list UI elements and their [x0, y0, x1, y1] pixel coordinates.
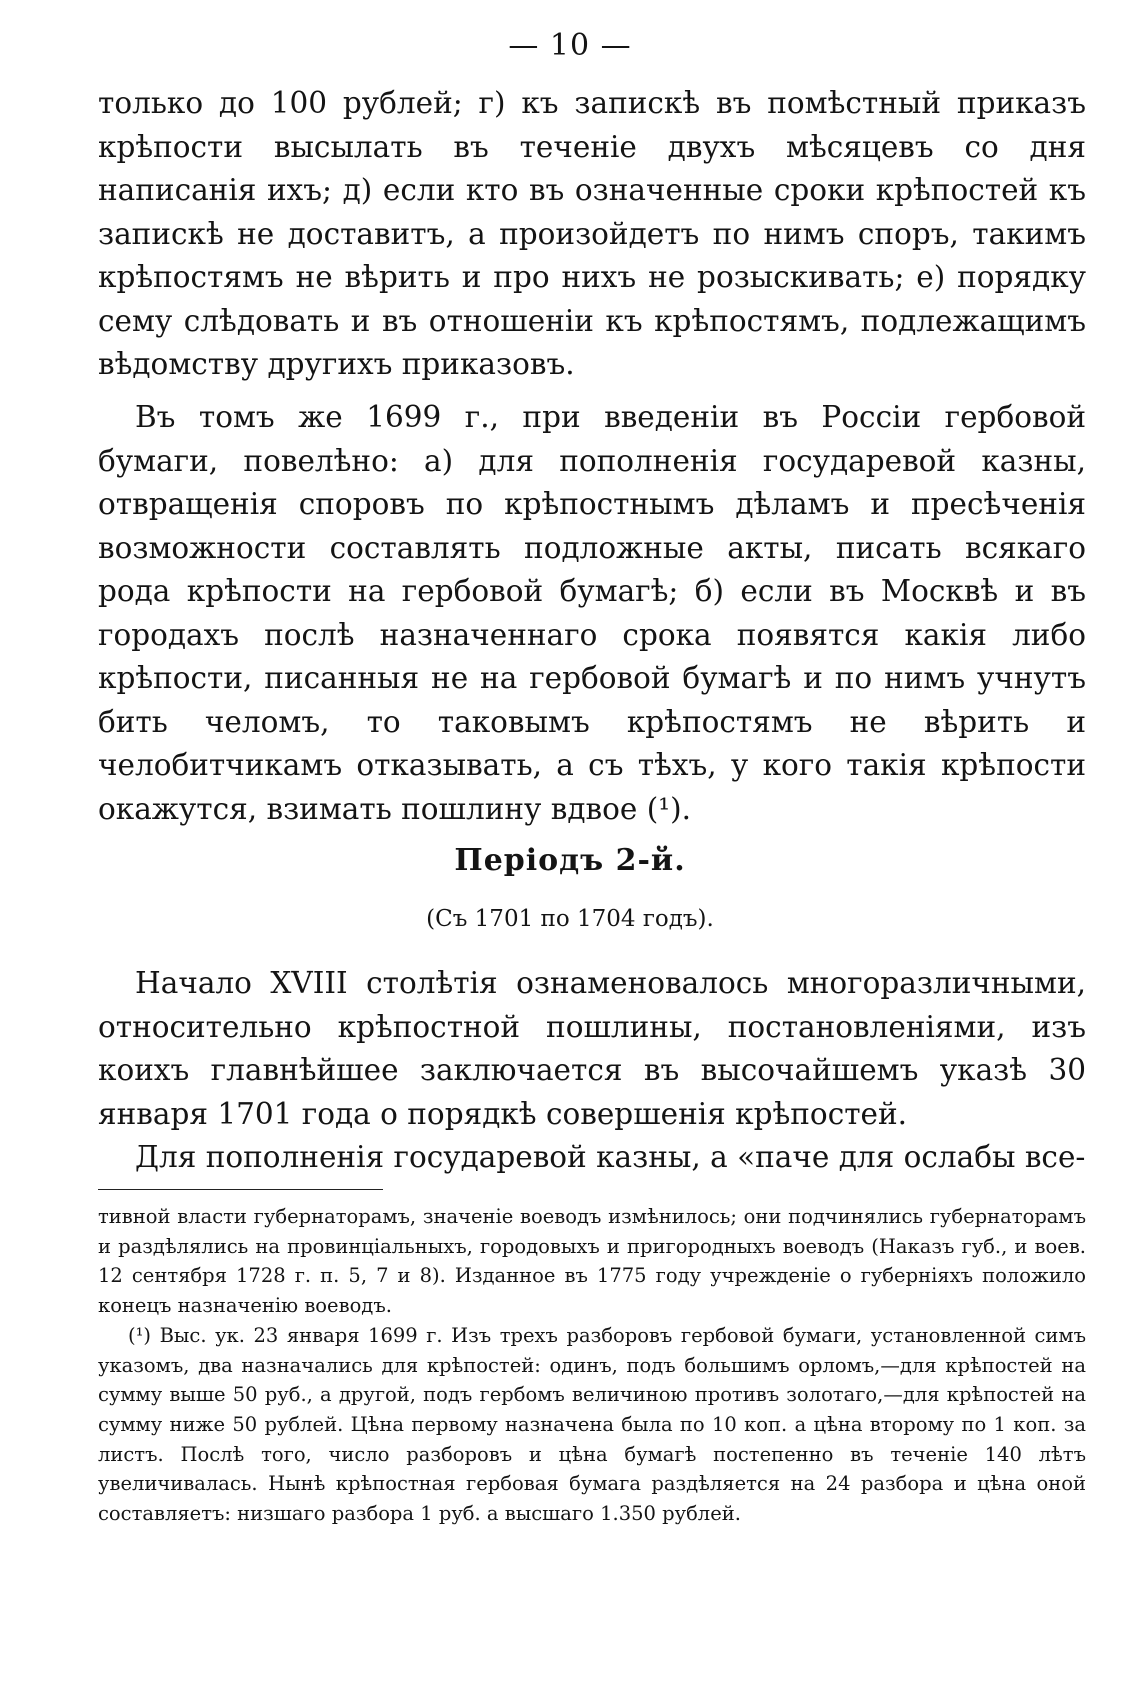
section-subheading: (Съ 1701 по 1704 годъ).: [426, 906, 714, 932]
text-block-section: [98, 962, 1086, 1180]
text-block-middle: [98, 396, 1086, 831]
paragraph-2: Въ томъ же 1699 г., при введеніи въ Россіи гербовой бумаги, повелѣно: а) для пополненія государевой казны, отвращенія споровъ по крѣпостнымъ дѣламъ и пресѣченія возможности составлять подложные акты, писать всякаго рода крѣпости на гербовой бумагѣ; б) если въ Москвѣ и въ городахъ послѣ назначеннаго срока появятся какія либо крѣпости, писанныя не на гербовой бумагѣ и по нимъ учнутъ бить челомъ, то таковымъ крѣпостямъ не вѣрить и челобитчикамъ отказывать, а съ тѣхъ, у кого такія крѣпости окажутся, взимать пошлину вдвое (¹).: [98, 400, 1086, 826]
text-block-top: [98, 82, 1086, 387]
footnote-1: (¹) Выс. ук. 23 января 1699 г. Изъ трехъ разборовъ гербовой бумаги, установленной симъ указомъ, два назначались для крѣпостей: одинъ, подъ большимъ орломъ,—для крѣпостей на сумму выше 50 руб., а другой, подъ гербомъ величиною противъ золотаго,—для крѣпостей на сумму ниже 50 рублей. Цѣна первому назначена была по 10 коп. а цѣна второму по 1 коп. за листъ. Послѣ того, число разборовъ и цѣна бумагѣ постепенно въ теченіе 140 лѣтъ увеличивалась. Нынѣ крѣпостная гербовая бумага раздѣляется на 24 разбора и цѣна оной составляетъ: низшаго разбора 1 руб. а высшаго 1.350 рублей.: [98, 1323, 1086, 1526]
page-number: — 10 —: [508, 28, 632, 63]
paragraph-1: только до 100 рублей; г) къ запискѣ въ помѣстный приказъ крѣпости высылать въ теченіе двухъ мѣсяцевъ со дня написанія ихъ; д) если кто въ означенные сроки крѣпостей къ запискѣ не доставитъ, а произойдетъ по нимъ споръ, такимъ крѣпостямъ не вѣрить и про нихъ не розыскивать; е) порядку сему слѣдовать и въ отношеніи къ крѣпостямъ, подлежащимъ вѣдомству другихъ приказовъ.: [98, 86, 1086, 381]
footnotes: [98, 1202, 1086, 1529]
footnote-separator: [98, 1189, 383, 1190]
footnote-continuation: тивной власти губернаторамъ, значеніе воеводъ измѣнилось; они подчинялись губернаторамъ и раздѣлялись на провинціальныхъ, городовыхъ и пригородныхъ воеводъ (Наказъ губ., и воев. 12 сентября 1728 г. п. 5, 7 и 8). Изданное въ 1775 году учрежденіе о губерніяхъ положило конецъ назначенію воеводъ.: [98, 1205, 1086, 1318]
paragraph-3: Начало XVIII столѣтія ознаменовалось многоразличными, относительно крѣпостной пошлины, постановленіями, изъ коихъ главнѣйшее заключается въ высочайшемъ указѣ 30 января 1701 года о порядкѣ совершенія крѣпостей.: [98, 966, 1086, 1131]
section-heading: Періодъ 2-й.: [454, 843, 686, 878]
paragraph-4: Для пополненія государевой казны, а «паче для ослабы все-: [135, 1140, 1086, 1174]
